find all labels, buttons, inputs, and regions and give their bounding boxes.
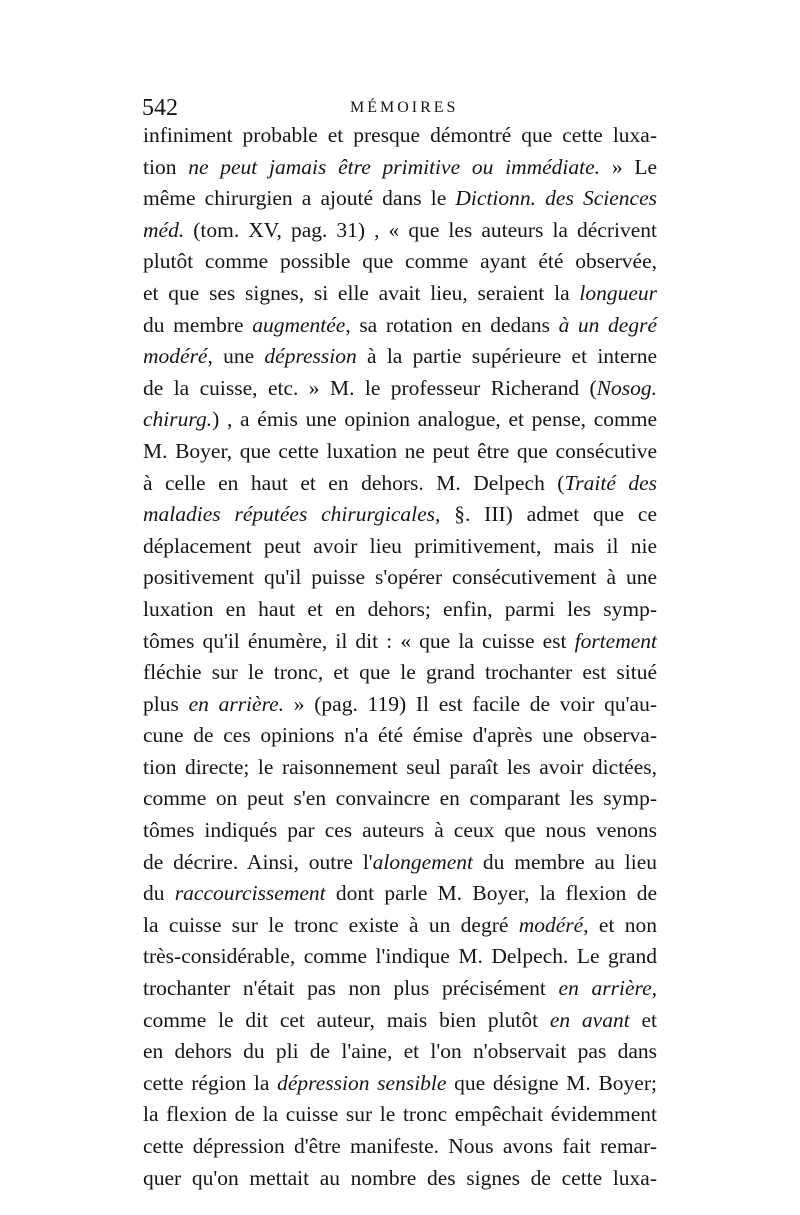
- text-line: [143, 720, 657, 752]
- italic-segment: en arrière.: [188, 691, 285, 716]
- italic-segment: chirurg.: [143, 407, 213, 432]
- italic-segment: augmentée: [252, 312, 346, 337]
- text-line: [143, 468, 657, 500]
- text-line: [143, 341, 657, 373]
- text-segment: ,: [651, 976, 657, 1001]
- italic-segment: alongement: [372, 849, 473, 874]
- text-segment: déplacement peut avoir lieu primitivement, mais il nie: [143, 533, 657, 558]
- text-segment: cette dépression d'être manifeste. Nous avons fait remar-: [143, 1134, 657, 1158]
- italic-segment: méd.: [143, 217, 185, 242]
- text-segment: luxation en haut et en dehors; enfin, parmi les symp-: [143, 596, 657, 621]
- text-line: [143, 152, 657, 184]
- text-line: [143, 436, 657, 468]
- text-line: [143, 910, 657, 942]
- italic-segment: Dictionn. des Sciences: [455, 186, 657, 211]
- italic-segment: Traité des: [564, 470, 657, 495]
- italic-segment: en avant: [549, 1007, 630, 1032]
- text-segment: très-considérable, comme l'indique M. Delpech. Le grand: [143, 944, 657, 969]
- italic-segment: à un degré: [558, 312, 657, 337]
- text-segment: , sa rotation en dedans: [345, 312, 559, 337]
- text-line: [143, 1163, 657, 1195]
- text-line: [143, 1068, 657, 1100]
- text-segment: de la cuisse, etc. » M. le professeur Richerand (: [143, 375, 597, 400]
- text-segment: tômes indiqués par ces auteurs à ceux que nous venons: [143, 818, 657, 843]
- page-number: 542: [142, 95, 178, 121]
- text-segment: , §. III) admet que ce: [435, 502, 657, 527]
- text-segment: ) , a émis une opinion analogue, et pense, comme: [212, 407, 657, 432]
- text-segment: M. Boyer, que cette luxation ne peut être que consécutive: [143, 438, 657, 463]
- text-segment: comme le dit cet auteur, mais bien plutôt: [143, 1007, 550, 1032]
- text-line: [143, 783, 657, 815]
- text-segment: (tom. XV, pag. 31) , « que les auteurs la décrivent: [184, 217, 657, 242]
- text-line: [143, 973, 657, 1005]
- text-segment: trochanter n'était pas non plus précisément: [143, 976, 559, 1001]
- text-segment: quer qu'on mettait au nombre des signes de cette luxa-: [143, 1165, 657, 1190]
- text-line: [143, 499, 657, 531]
- text-line: [143, 657, 657, 689]
- text-segment: infiniment probable et presque démontré que cette luxa-: [143, 123, 657, 147]
- italic-segment: raccourcissement: [174, 881, 326, 906]
- text-line: [143, 878, 657, 910]
- text-segment: et que ses signes, si elle avait lieu, seraient la: [143, 280, 580, 305]
- text-segment: cune de ces opinions n'a été émise d'après une observa-: [143, 723, 657, 748]
- text-line: [143, 120, 657, 152]
- running-title: MÉMOIRES: [350, 99, 459, 116]
- italic-segment: ne peut jamais être primitive ou immédiate.: [188, 154, 601, 179]
- text-segment: du: [143, 881, 175, 906]
- text-line: [143, 215, 657, 247]
- text-segment: tômes qu'il énumère, il dit : « que la cuisse est: [143, 628, 575, 653]
- text-line: [143, 404, 657, 436]
- text-segment: dont parle M. Boyer, la flexion de: [325, 881, 658, 906]
- text-line: [143, 689, 657, 721]
- text-line: [143, 373, 657, 405]
- text-line: [143, 562, 657, 594]
- text-line: [143, 246, 657, 278]
- text-segment: du membre: [143, 312, 253, 337]
- text-line: [143, 1005, 657, 1037]
- italic-segment: en arrière: [558, 976, 652, 1001]
- text-segment: et: [629, 1007, 657, 1032]
- text-line: [143, 1131, 657, 1163]
- text-segment: fléchie sur le tronc, et que le grand trochanter est situé: [143, 660, 657, 685]
- italic-segment: modéré: [518, 912, 584, 937]
- text-line: [143, 310, 657, 342]
- italic-segment: longueur: [579, 280, 657, 305]
- text-line: [143, 183, 657, 215]
- text-line: [143, 815, 657, 847]
- text-segment: , et non: [583, 912, 657, 937]
- text-segment: la flexion de la cuisse sur le tronc empêchait évidemment: [143, 1102, 657, 1127]
- text-segment: cette région la: [143, 1070, 278, 1095]
- text-line: [143, 531, 657, 563]
- text-segment: la cuisse sur le tronc existe à un degré: [143, 912, 519, 937]
- text-segment: plutôt comme possible que comme ayant été observée,: [143, 249, 657, 274]
- text-line: [143, 278, 657, 310]
- italic-segment: dépression sensible: [277, 1070, 447, 1095]
- text-line: [143, 847, 657, 879]
- text-segment: même chirurgien a ajouté dans le: [143, 186, 456, 211]
- text-line: [143, 1099, 657, 1131]
- text-segment: à celle en haut et en dehors. M. Delpech (: [143, 470, 565, 495]
- text-line: [143, 626, 657, 658]
- italic-segment: Nosog.: [596, 375, 657, 400]
- text-segment: à la partie supérieure et interne: [356, 344, 658, 369]
- text-segment: tion directe; le raisonnement seul paraît les avoir dictées,: [143, 754, 657, 779]
- italic-segment: dépression: [264, 344, 357, 369]
- text-line: [143, 594, 657, 626]
- text-segment: que désigne M. Boyer;: [446, 1070, 657, 1095]
- text-line: [143, 752, 657, 784]
- text-segment: » (pag. 119) Il est facile de voir qu'au-: [284, 691, 657, 716]
- text-line: [143, 1036, 657, 1068]
- text-segment: tion: [143, 154, 189, 179]
- text-line: [143, 941, 657, 973]
- text-segment: » Le: [600, 154, 657, 179]
- text-segment: , une: [207, 344, 265, 369]
- body-text: [143, 120, 657, 1194]
- text-segment: positivement qu'il puisse s'opérer consécutivement à une: [143, 565, 657, 590]
- italic-segment: maladies réputées chirurgicales: [143, 502, 435, 527]
- italic-segment: modéré: [143, 344, 208, 369]
- italic-segment: fortement: [574, 628, 657, 653]
- text-segment: plus: [143, 691, 189, 716]
- text-segment: de décrire. Ainsi, outre l': [143, 849, 373, 874]
- text-segment: du membre au lieu: [472, 849, 657, 874]
- text-segment: comme on peut s'en convaincre en comparant les symp-: [143, 786, 657, 811]
- text-segment: en dehors du pli de l'aine, et l'on n'observait pas dans: [143, 1039, 657, 1064]
